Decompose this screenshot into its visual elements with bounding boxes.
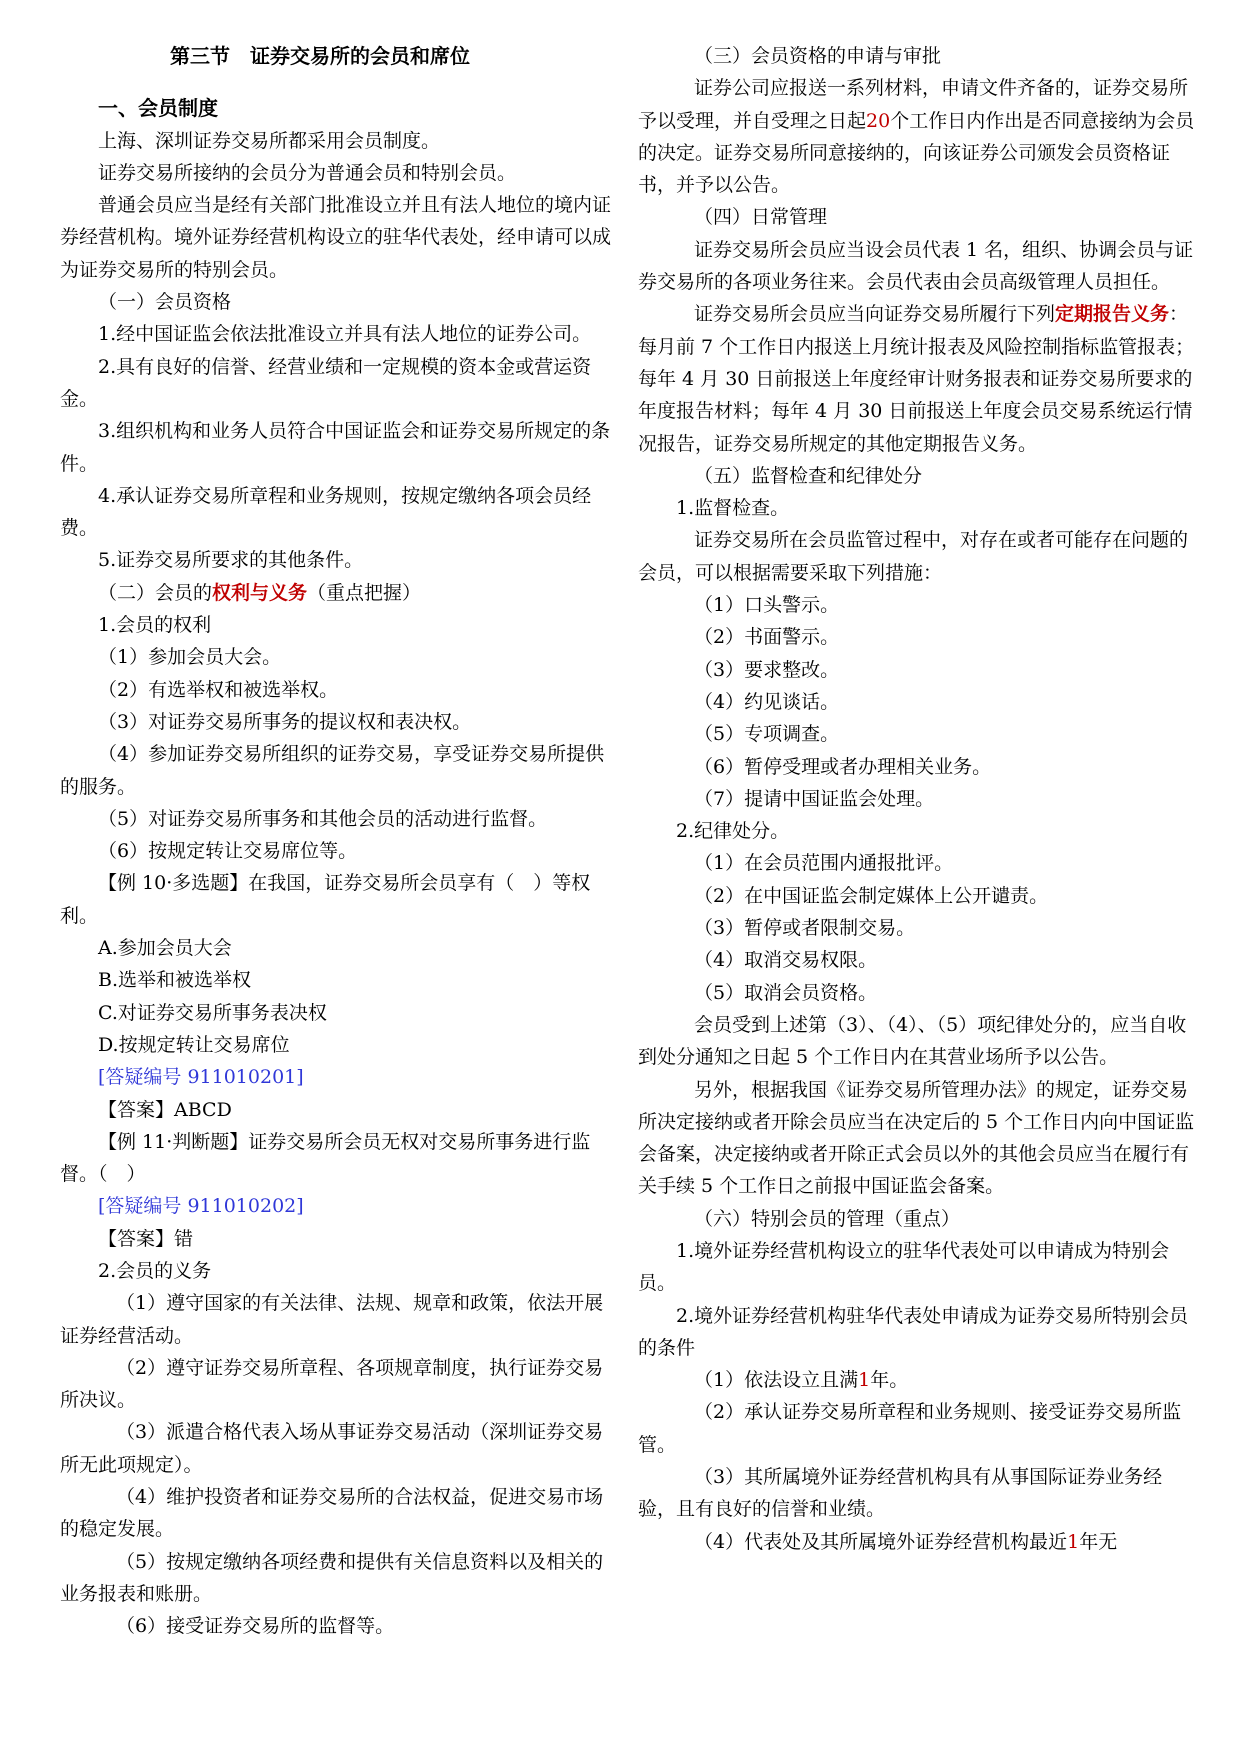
list-item: 3.组织机构和业务人员符合中国证监会和证券交易所规定的条件。 [60, 420, 611, 475]
paragraph: 证券交易所在会员监管过程中，对存在或者可能存在问题的会员，可以根据需要采取下列措施： [638, 529, 1189, 584]
emphasis-text: 权利与义务 [212, 581, 308, 604]
list-item: （1）遵守国家的有关法律、法规、规章和政策，依法开展证券经营活动。 [60, 1292, 604, 1347]
answer-option: C.对证券交易所事务表决权 [98, 1001, 327, 1024]
list-item: 1.经中国证监会依法批准设立并具有法人地位的证券公司。 [98, 323, 592, 346]
text: （1）依法设立且满 [694, 1369, 859, 1392]
list-item: 5.证券交易所要求的其他条件。 [98, 549, 364, 572]
paragraph: 证券交易所接纳的会员分为普通会员和特别会员。 [98, 161, 517, 184]
list-item [638, 1526, 1198, 1558]
list-item: （2）遵守证券交易所章程、各项规章制度，执行证券交易所决议。 [60, 1356, 604, 1412]
list-item: 4.承认证券交易所章程和业务规则，按规定缴纳各项会员经费。 [60, 484, 592, 540]
answer-option: B.选举和被选举权 [98, 969, 252, 992]
subheading-rights-duties [60, 577, 620, 609]
list-item: （4）取消交易权限。 [694, 949, 878, 972]
answer: 【答案】ABCD [98, 1098, 232, 1121]
list-item: （3）其所属境外证券经营机构具有从事国际证券业务经验，且有良好的信誉和业绩。 [638, 1466, 1163, 1521]
subheading-supervision: （五）监督检查和纪律处分 [694, 464, 923, 487]
left-column [60, 40, 620, 1643]
list-item: 1.境外证券经营机构设立的驻华代表处可以申请成为特别会员。 [638, 1239, 1170, 1295]
right-column [638, 40, 1198, 1558]
list-item: （2）承认证券交易所章程和业务规则、接受证券交易所监管。 [638, 1401, 1182, 1456]
list-item: 2.具有良好的信誉、经营业绩和一定规模的资本金或营运资金。 [60, 355, 592, 410]
paragraph [638, 298, 1198, 459]
subheading-qualification: （一）会员资格 [98, 291, 232, 314]
list-item: （5）专项调查。 [694, 723, 840, 746]
list-item: （5）对证券交易所事务和其他会员的活动进行监督。 [98, 807, 548, 830]
list-item: （6）按规定转让交易席位等。 [98, 840, 358, 863]
section-title: 第三节 证券交易所的会员和席位 [170, 44, 470, 68]
list-item: （5）取消会员资格。 [694, 981, 878, 1004]
text: 个工作日内作出是否同意接纳为会员的决定。证券交易所同意接纳的，向该证券公司颁发会员资格证书，并予以公告。 [638, 109, 1195, 197]
paragraph: 证券交易所会员应当设会员代表 1 名，组织、协调会员与证券交易所的各项业务往来。会员代表由会员高级管理人员担任。 [638, 238, 1194, 294]
emphasis-text: 定期报告义务 [1055, 303, 1170, 326]
paragraph [638, 72, 1198, 201]
paragraph: 会员受到上述第（3）、（4）、（5）项纪律处分的，应当自收到处分通知之日起 5 个工作日内在其营业场所予以公告。 [638, 1013, 1187, 1069]
text: 证券交易所会员应当向证券交易所履行下列 [694, 303, 1056, 326]
text: 证券公司应报送一系列材料，申请文件齐备的，证券交易所予以受理，并自受理之日起 [638, 77, 1189, 132]
list-subheading: 1.会员的权利 [98, 614, 212, 637]
text: ：每月前 7 个工作日内报送上月统计报表及风险控制指标监管报表；每年 4 月 30 日前报送上年度经审计财务报表和证券交易所要求的年度报告材料；每年 4 月 30 日前报送上年度会员交易系统运行情况报告，证券交易所规定的其他定期报告义务。 [638, 303, 1195, 455]
list-item: （1）在会员范围内通报批评。 [694, 852, 954, 875]
list-item: （2）书面警示。 [694, 626, 840, 649]
text: （4）代表处及其所属境外证券经营机构最近 [694, 1530, 1068, 1553]
qa-reference-link[interactable]: [答疑编号 911010201] [98, 1066, 304, 1089]
paragraph: 另外，根据我国《证券交易所管理办法》的规定，证券交易所决定接纳或者开除会员应当在决定后的 5 个工作日内向中国证监会备案，决定接纳或者开除正式会员以外的其他会员应当在履行有关手续 5 个工作日之前报中国证监会备案。 [638, 1078, 1195, 1198]
highlight-number: 1 [1067, 1530, 1080, 1553]
example-question: 【例 11·判断题】证券交易所会员无权对交易所事务进行监督。（ ） [60, 1130, 591, 1186]
list-item: （5）按规定缴纳各项经费和提供有关信息资料以及相关的业务报表和账册。 [60, 1550, 604, 1605]
list-item: （7）提请中国证监会处理。 [694, 787, 935, 810]
list-item: （4）参加证券交易所组织的证券交易，享受证券交易所提供的服务。 [60, 743, 605, 798]
list-item: （3）对证券交易所事务的提议权和表决权。 [98, 710, 472, 733]
list-item: （3）暂停或者限制交易。 [694, 917, 916, 940]
text: （重点把握） [307, 581, 422, 604]
text: （二）会员的 [98, 581, 213, 604]
subheading-application: （三）会员资格的申请与审批 [694, 45, 942, 67]
list-item: （3）要求整改。 [694, 658, 840, 681]
list-item: （6）接受证券交易所的监督等。 [116, 1615, 395, 1638]
list-item: 2.境外证券经营机构驻华代表处申请成为证券交易所特别会员的条件 [638, 1304, 1189, 1359]
answer: 【答案】错 [98, 1227, 194, 1250]
answer-option: A.参加会员大会 [98, 937, 232, 960]
list-item: （2）在中国证监会制定媒体上公开谴责。 [694, 884, 1049, 907]
paragraph: 上海、深圳证券交易所都采用会员制度。 [98, 129, 441, 152]
highlight-number: 20 [866, 109, 891, 132]
list-item [638, 1364, 1198, 1396]
highlight-number: 1 [858, 1369, 871, 1392]
list-subheading: 2.纪律处分。 [676, 820, 790, 843]
list-item: （3）派遣合格代表入场从事证券交易活动（深圳证券交易所无此项规定）。 [60, 1421, 604, 1476]
list-subheading: 1.监督检查。 [676, 497, 790, 520]
example-question: 【例 10·多选题】在我国，证券交易所会员享有（ ）等权利。 [60, 872, 591, 927]
subheading-special-members: （六）特别会员的管理（重点） [694, 1207, 961, 1230]
text: 年。 [870, 1369, 909, 1392]
list-item: （1）参加会员大会。 [98, 646, 282, 669]
qa-reference-link[interactable]: [答疑编号 911010202] [98, 1195, 304, 1218]
text: 年无 [1079, 1530, 1118, 1553]
answer-option: D.按规定转让交易席位 [98, 1033, 290, 1056]
subheading-daily-management: （四）日常管理 [694, 206, 828, 229]
list-item: （4）约见谈话。 [694, 690, 840, 713]
paragraph: 普通会员应当是经有关部门批准设立并且有法人地位的境内证券经营机构。境外证券经营机构设立的驻华代表处，经申请可以成为证券交易所的特别会员。 [60, 194, 612, 281]
list-item: （1）口头警示。 [694, 594, 840, 617]
list-item: （2）有选举权和被选举权。 [98, 678, 339, 701]
list-item: （4）维护投资者和证券交易所的合法权益，促进交易市场的稳定发展。 [60, 1486, 604, 1541]
list-subheading: 2.会员的义务 [98, 1259, 212, 1282]
list-item: （6）暂停受理或者办理相关业务。 [694, 755, 992, 778]
heading-member-system: 一、会员制度 [98, 96, 218, 121]
